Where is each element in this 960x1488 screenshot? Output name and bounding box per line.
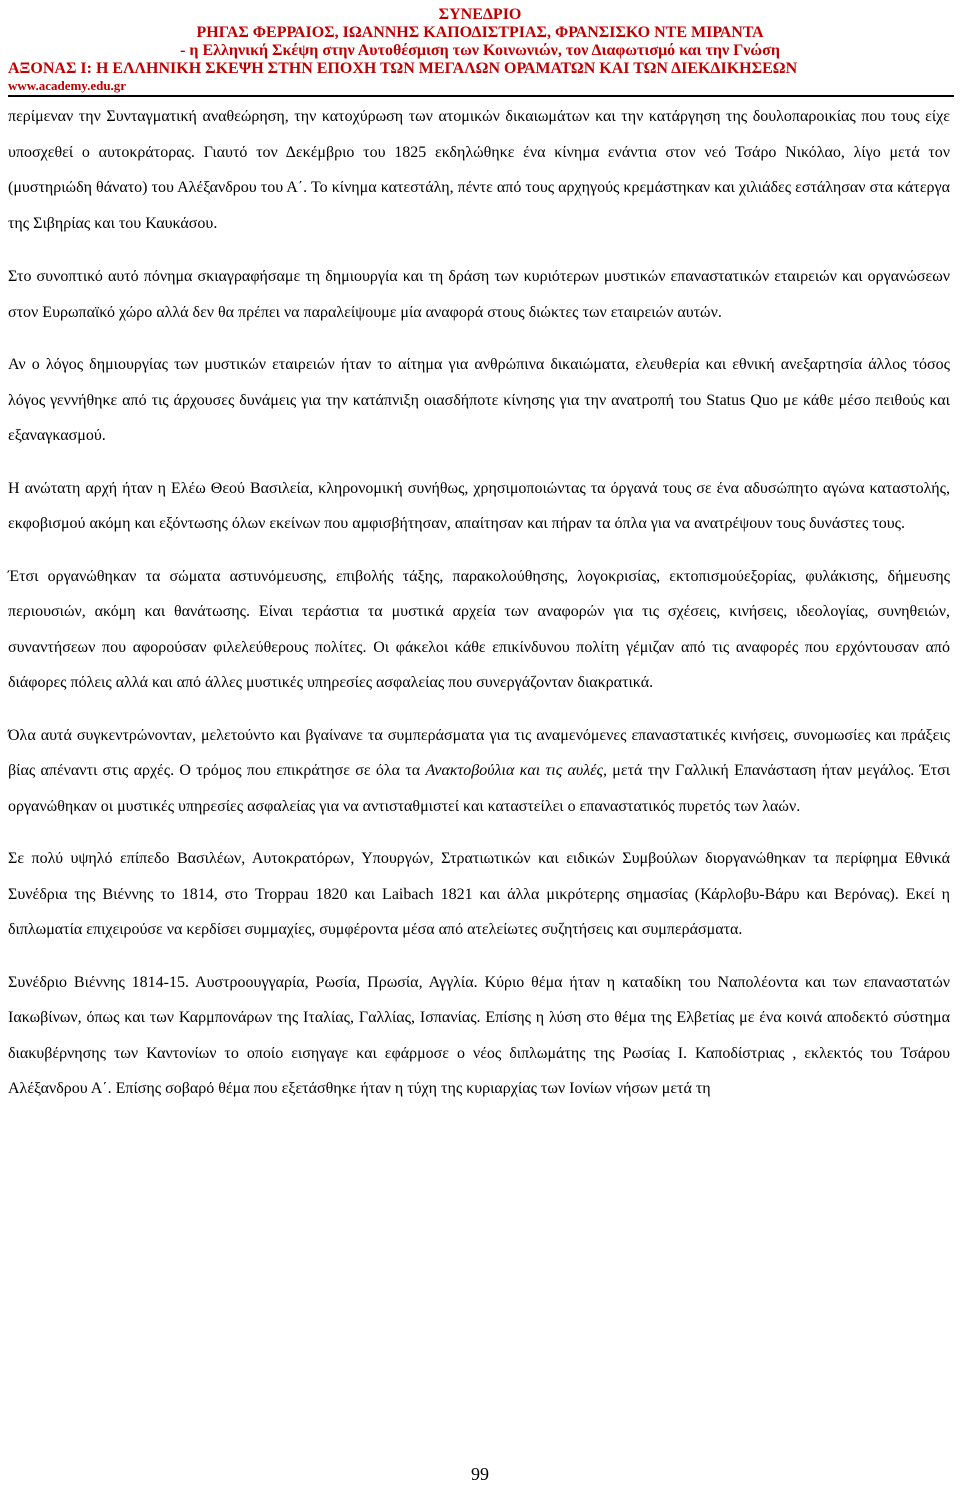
header-divider — [8, 95, 954, 97]
website-url: www.academy.edu.gr — [8, 78, 127, 93]
paragraph-2: Στο συνοπτικό αυτό πόνημα σκιαγραφήσαμε τη δημιουργία και τη δράση των κυριότερων μυστικών επαναστατικών εταιρειών και οργανώσεων στον Ευρωπαϊκό χώρο αλλά δεν θα πρέπει να παραλείψουμε μία αναφορά στους διώκτες των εταιρειών αυτών. — [8, 268, 950, 321]
page-number: 99 — [471, 1464, 489, 1484]
paragraph-7: Σε πολύ υψηλό επίπεδο Βασιλέων, Αυτοκρατόρων, Υπουργών, Στρατιωτικών και ειδικών Συμβούλων διοργανώθηκαν τα περίφημα Εθνικά Συνέδρια της Βιέννης το 1814, στο Troppau 1820 και Laibach 1821 και άλλα μικρότερης σημασίας (Κάρλοβυ-Βάρυ και Βερόνας). Εκεί η διπλωματία επιχειρούσε να κερδίσει συμμαχίες, συμφέροντα μέσα από ατελείωτες συζητήσεις και συμπεράσματα. — [8, 850, 950, 938]
paragraph-6-start: Όλα αυτά συγκεντρώνονταν, μελετούντο και βγαίνανε τα συμπεράσματα για τις αναμενόμενες επαναστατικές κινήσεις, συνομωσίες και πράξεις βίας απέναντι στις αρχές. Ο τρόμος που επικράτησε σε όλα τα — [8, 726, 950, 779]
paragraph-4: Η ανώτατη αρχή ήταν η Ελέω Θεού Βασιλεία, κληρονομική συνήθως, χρησιμοποιώντας τα όργανά τους σε ένα αδυσώπητο αγώνα καταστολής, εκφοβισμού ακόμη και εξόντωσης όλων εκείνων που αμφισβήτησαν, απαίτησαν και πήραν τα όπλα για να ανατρέψουν τους δυνάστες τους. — [8, 479, 950, 532]
paragraph-8: Συνέδριο Βιέννης 1814-15. Αυστροουγγαρία, Ρωσία, Πρωσία, Αγγλία. Κύριο θέμα ήταν η καταδίκη του Ναπολέοντα και των επαναστατών Ιακωβίνων, όπως και των Καρμπονάρων της Ιταλίας, Γαλλίας, Ισπανίας. Επίσης η λύση στο θέμα της Ελβετίας με ένα κοινά αποδεκτό σύστημα διακυβέρνησης των Καντονίων το οποίο εισηγαγε και εφάρμοσε ο νέος διπλωμάτης της Ρωσίας Ι. Καποδίστριας , εκλεκτός του Τσάρου Αλέξανδρου Α΄. Επίσης σοβαρό θέμα που εξετάσθηκε ήταν η τύχη της κυριαρχίας των Ιονίων νήσων μετά τη — [8, 973, 950, 1097]
document-body — [8, 99, 950, 1124]
axis-title: ΑΞΟΝΑΣ Ι: Η ΕΛΛΗΝΙΚΗ ΣΚΕΨΗ ΣΤΗΝ ΕΠΟΧΗ ΤΩΝ ΜΕΓΑΛΩΝ ΟΡΑΜΑΤΩΝ ΚΑΙ ΤΩΝ ΔΙΕΚΔΙΚΗΣΕΩΝ — [8, 60, 798, 77]
paragraph-6-end: μετά την Γαλλική Επανάσταση ήταν μεγάλος. Έτσι οργανώθηκαν οι μυστικές υπηρεσίες ασφαλείας για να αντισταθμιστεί και καταστείλει ο επαναστατικός πυρετός των λαών. — [8, 762, 951, 815]
page-header — [0, 6, 960, 93]
conference-subtitle: - η Ελληνική Σκέψη στην Αυτοθέσμιση των Κοινωνιών, τον Διαφωτισμό και την Γνώση — [180, 42, 780, 59]
conference-title: ΣΥΝΕΔΡΙΟ — [438, 6, 522, 23]
conference-names: ΡΗΓΑΣ ΦΕΡΡΑΙΟΣ, ΙΩΑΝΝΗΣ ΚΑΠΟΔΙΣΤΡΙΑΣ, ΦΡΑΝΣΙΣΚΟ ΝΤΕ ΜΙΡΑΝΤΑ — [196, 24, 764, 41]
paragraph-5: Έτσι οργανώθηκαν τα σώματα αστυνόμευσης, επιβολής τάξης, παρακολούθησης, λογοκρισίας, εκτοπισμούεξορίας, φυλάκισης, δήμευσης περιουσιών, ακόμη και θανάτωσης. Είναι τεράστια τα μυστικά αρχεία των αναφορών για τις σχέσεις, κινήσεις, ιδεολογίας, συνηθειών, συναντήσεων που αφορούσαν φιλελεύθερους πολίτες. Οι φάκελοι κάθε επικίνδυνου πολίτη γέμιζαν από τις αναφορές που ερχόντουσαν από διάφορες πόλεις αλλά και από άλλες μυστικές υπηρεσίες ασφαλείας που συνεργάζονταν διακρατικά. — [8, 567, 950, 691]
paragraph-1: περίμεναν την Συνταγματική αναθεώρηση, την κατοχύρωση των ατομικών δικαιωμάτων και την κατάργηση της δουλοπαροικίας που τους είχε υποσχεθεί ο αυτοκράτορας. Γιαυτό τον Δεκέμβριο του 1825 εκδηλώθηκε ένα κίνημα ενάντια στον νεό Τσάρο Νικόλαο, λίγο μετά τον (μυστηριώδη θάνατο) του Αλέξανδρου του Α΄. Το κίνημα κατεστάλη, πέντε από τους αρχηγούς κρεμάστηκαν και χιλιάδες εστάλησαν στα κάτεργα της Σιβηρίας και του Καυκάσου. — [8, 108, 950, 232]
paragraph-6-italic: Ανακτοβούλια και τις αυλές, — [425, 762, 607, 779]
paragraph-6 — [8, 718, 950, 825]
paragraph-3: Αν ο λόγος δημιουργίας των μυστικών εταιρειών ήταν το αίτημα για ανθρώπινα δικαιώματα, ελευθερία και εθνική ανεξαρτησία άλλος τόσος λόγος γεννήθηκε από τις άρχουσες δυνάμεις για την κατάπνιξη οιασδήποτε κίνησης για την ανατροπή του Status Quo με κάθε μέσο πειθούς και εξαναγκασμού. — [8, 356, 950, 444]
